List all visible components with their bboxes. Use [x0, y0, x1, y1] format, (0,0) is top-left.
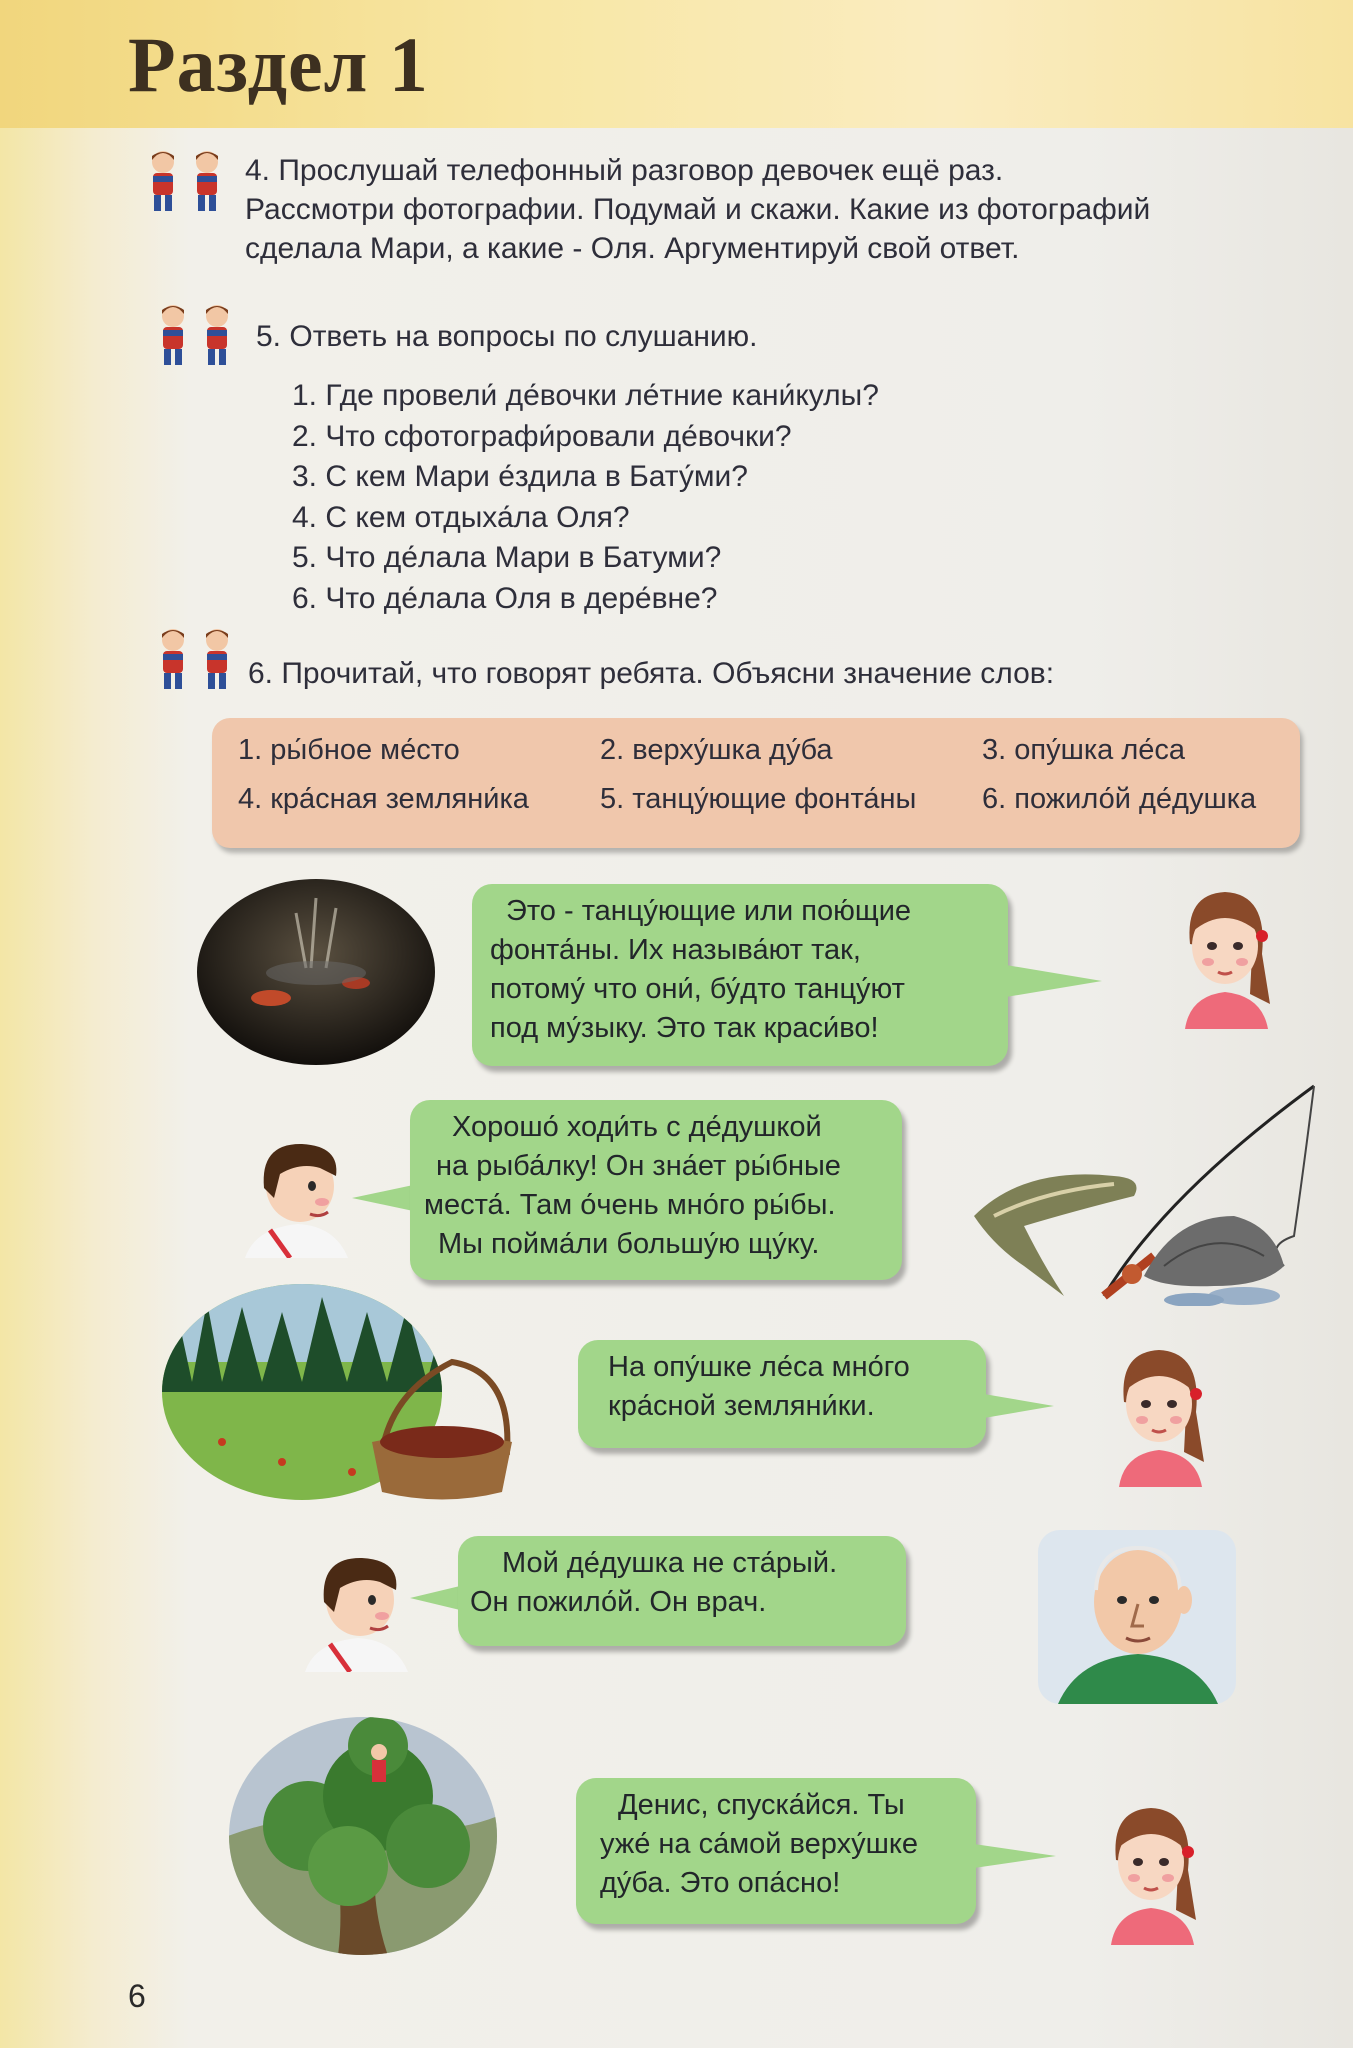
bubble-tail — [410, 1586, 460, 1610]
forest-edge-photo — [162, 1282, 517, 1507]
task5-title: 5. Ответь на вопросы по слушанию. — [256, 320, 758, 353]
list-item: 1. Где провели́ де́вочки ле́тние кани́кулы? — [292, 379, 879, 412]
speech-bubble — [458, 1536, 906, 1646]
list-item: 4. С кем отдыха́ла Оля? — [292, 500, 630, 534]
speech-bubble — [410, 1100, 902, 1280]
speech-bubble — [578, 1340, 986, 1448]
bubble-line: Денис, спуска́йся. Ты — [618, 1789, 905, 1821]
bubble-tail — [974, 1844, 1056, 1868]
two-kids-icon — [155, 626, 245, 696]
fishing-gear-illustration — [964, 1066, 1324, 1311]
vocabulary-box — [212, 718, 1300, 848]
page-number: 6 — [128, 1978, 146, 2014]
bubble-line: кра́сной земляни́ки. — [608, 1390, 875, 1422]
task4-line-1: 4. Прослушай телефонный разговор девочек ещё раз. — [245, 154, 1004, 187]
vocab-word: 6. пожило́й де́душка — [982, 783, 1257, 815]
bubble-line: Мы пойма́ли большу́ю щу́ку. — [438, 1228, 820, 1260]
bubble-line: места́. Там о́чень мно́го ры́бы. — [424, 1189, 836, 1221]
two-kids-icon — [155, 302, 245, 372]
bubble-line: потому́ что они́, бу́дто танцу́ют — [490, 973, 905, 1005]
oak-tree-photo — [228, 1716, 498, 1961]
vocab-word: 4. кра́сная земляни́ка — [238, 783, 529, 815]
task4-line-3: сделала Мари, а какие - Оля. Аргументируй свой ответ. — [245, 232, 1020, 265]
speech-bubble — [472, 884, 1008, 1066]
vocab-word: 2. верху́шка ду́ба — [600, 734, 833, 766]
section-title: Раздел 1 — [128, 21, 429, 108]
list-item: 2. Что сфотографи́ровали де́вочки? — [292, 419, 792, 453]
list-item: 6. Что де́лала Оля в дере́вне? — [292, 581, 718, 615]
girl-portrait — [1170, 884, 1280, 1034]
two-kids-icon — [145, 148, 235, 218]
grandfather-portrait — [1038, 1530, 1236, 1709]
task4-line-2: Рассмотри фотографии. Подумай и скажи. Какие из фотографий — [245, 193, 1151, 226]
girl-portrait — [1096, 1800, 1206, 1950]
task5-question-list — [292, 376, 879, 619]
list-item: 5. Что де́лала Мари в Батуми? — [292, 541, 722, 574]
task6-title: 6. Прочитай, что говорят ребята. Объясни значение слов: — [248, 657, 1055, 690]
fountain-photo — [196, 878, 436, 1071]
list-item: 3. С кем Мари е́здила в Бату́ми? — [292, 460, 748, 493]
bubble-tail — [1006, 965, 1102, 997]
bubble-line: Мой де́душка не ста́рый. — [502, 1547, 838, 1579]
bubble-line: под му́зыку. Это так краси́во! — [490, 1012, 879, 1044]
bubble-tail — [984, 1394, 1054, 1418]
bubble-line: Он пожило́й. Он врач. — [470, 1586, 767, 1618]
bubble-line: фонта́ны. Их называ́ют так, — [490, 934, 861, 966]
boy-portrait — [240, 1138, 355, 1263]
boy-portrait — [300, 1552, 415, 1677]
bubble-line: Хорошо́ ходи́ть с де́душкой — [452, 1111, 822, 1143]
bubble-tail — [352, 1184, 418, 1212]
bubble-line: Это - танцу́ющие или пою́щие — [506, 895, 912, 927]
vocab-word: 1. ры́бное ме́сто — [238, 734, 460, 766]
vocab-word: 5. танцу́ющие фонта́ны — [600, 783, 917, 815]
girl-portrait — [1104, 1342, 1214, 1492]
bubble-line: ду́ба. Это опа́сно! — [600, 1867, 841, 1899]
bubble-line: на рыба́лку! Он зна́ет ры́бные — [436, 1150, 841, 1182]
bubble-line: На опу́шке ле́са мно́го — [608, 1351, 910, 1383]
vocab-word: 3. опу́шка ле́са — [982, 734, 1186, 766]
bubble-line: уже́ на са́мой верху́шке — [600, 1828, 918, 1860]
speech-bubble — [576, 1778, 976, 1924]
